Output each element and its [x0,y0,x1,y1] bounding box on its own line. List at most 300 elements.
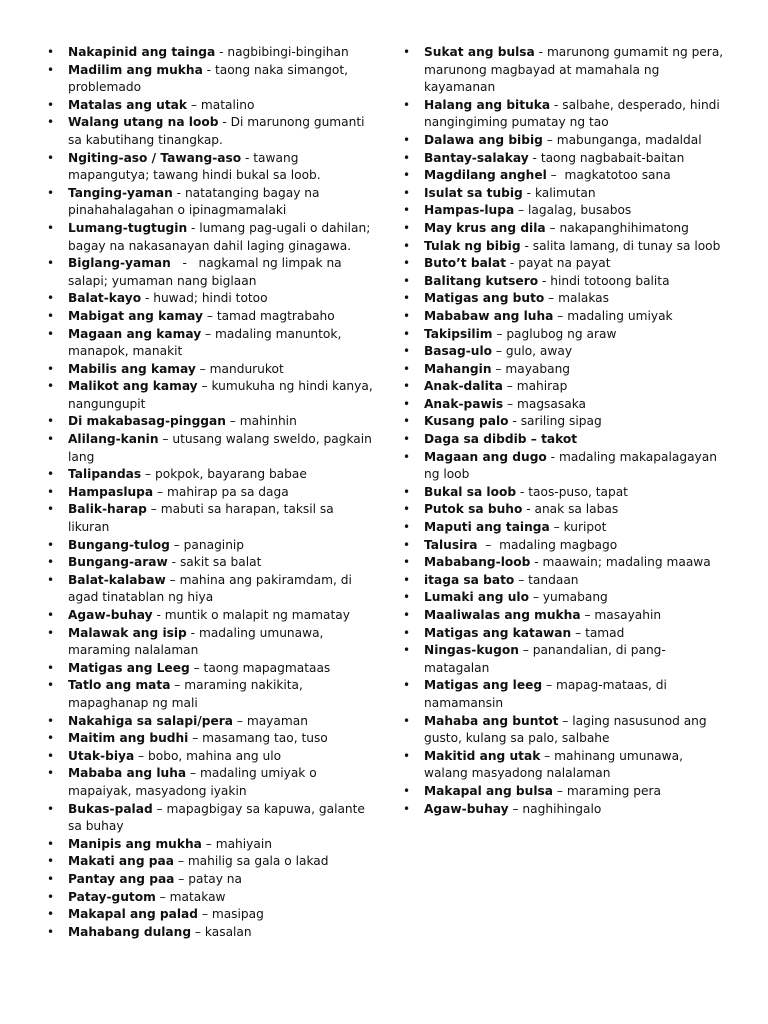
list-item [44,713,374,731]
bullet-icon: • [47,731,55,746]
bullet-icon: • [403,396,411,411]
bullet-icon: • [403,203,411,218]
idiom-term: Lumaki ang ulo [424,590,529,605]
bullet-icon: • [403,502,411,517]
bullet-icon: • [47,467,55,482]
separator: – [518,643,533,658]
separator: - [520,238,533,253]
separator: – [580,608,595,622]
idiom-meaning: taos-puso, tapat [528,484,628,499]
separator: – [492,326,507,341]
separator: - [530,555,543,570]
bullet-icon: • [403,414,411,429]
separator: – [165,572,180,587]
separator: – [540,748,555,763]
idiom-meaning: lumang pag-ugali o dahilan; bagay na nakasanayan dahil laging ginagawa. [68,220,371,253]
idiom-term: Maaliwalas ang mukha [424,608,581,622]
list-item [44,431,374,466]
bullet-icon: • [403,185,411,200]
separator: – [158,432,173,447]
separator: – [174,871,189,886]
idiom-term: Mababaw ang luha [424,308,554,323]
separator: – [502,379,517,394]
list-item [400,396,730,414]
separator: – [188,731,203,746]
bullet-icon: • [47,660,55,675]
separator: – [542,132,557,147]
separator: - [538,273,551,288]
idiom-term: Nakahiga sa salapi/pera [68,713,233,728]
idiom-term: Tanging-yaman [68,185,173,200]
idiom-meaning: yumabang [542,590,608,605]
bullet-icon: • [403,801,411,816]
bullet-icon: • [47,608,55,622]
list-item [400,801,730,819]
left-column [44,44,374,941]
idiom-term: Talipandas [68,467,142,482]
bullet-icon: • [403,97,411,112]
idiom-term: Malawak ang isip [68,625,187,640]
list-item [400,713,730,748]
list-item [44,660,374,678]
idiom-meaning: kuripot [563,520,607,535]
list-item [44,114,374,149]
separator: – [503,396,517,411]
idiom-meaning: tandaan [528,572,579,587]
bullet-icon: • [403,326,411,341]
separator: – [544,291,559,306]
separator: – [173,854,188,869]
idiom-term: Sukat ang bulsa [424,45,535,59]
idiom-term: Di makabasag-pinggan [68,414,226,429]
separator: - [508,414,521,429]
list-item [44,308,374,326]
idiom-term: Biglang-yaman [68,256,171,271]
idiom-term: Nakapinid ang tainga [68,45,216,59]
idiom-term: Madilim ang mukha [68,62,203,77]
idiom-term: Balitang kutsero [424,273,539,288]
separator: – [529,590,543,605]
idiom-meaning: mahirap [516,379,568,394]
separator: – [201,326,215,341]
idiom-term: Matigas ang leeg [424,678,543,693]
idiom-term: Kusang palo [424,414,509,429]
idiom-meaning: mayaman [246,713,308,728]
idiom-meaning: paglubog ng araw [506,326,617,341]
separator: - [167,555,180,570]
list-item [44,871,374,889]
bullet-icon: • [47,625,55,640]
list-item [400,378,730,396]
list-item [400,554,730,572]
bullet-icon: • [47,555,55,570]
idiom-meaning: taong naka simangot, problemado [68,62,349,95]
idiom-term: Bukal sa loob [424,484,517,499]
bullet-icon: • [47,713,55,728]
list-item [400,748,730,783]
idiom-meaning: nagbibingi-bingihan [227,45,349,59]
separator: – [542,678,556,693]
list-item [400,185,730,203]
idiom-term: Mahangin [424,361,492,376]
separator: – [134,748,149,763]
list-item [400,431,730,449]
bullet-icon: • [403,291,411,306]
idiom-meaning: mahinhin [239,414,297,429]
list-item [400,44,730,97]
separator: – [187,97,201,112]
list-item [400,572,730,590]
bullet-icon: • [47,150,55,165]
bullet-icon: • [47,889,55,904]
separator: – [202,308,217,323]
bullet-icon: • [47,766,55,781]
separator: – [198,907,212,922]
idiom-meaning: mabunganga, madaldal [556,132,702,147]
idiom-term: Patay-gutom [68,889,156,904]
separator: – [152,801,167,816]
idiom-meaning: maraming nakikita, mapaghanap ng mali [68,678,303,710]
idiom-meaning: malakas [558,291,609,306]
separator: – [225,414,240,429]
separator: - [546,449,559,464]
bullet-icon: • [403,783,411,798]
bullet-icon: • [403,678,411,693]
idiom-term: Walang utang na loob [68,115,219,130]
idiom-meaning: tawang mapangutya; tawang hindi bukal sa loob. [68,150,321,183]
list-item [400,343,730,361]
idiom-meaning: nakapanghihimatong [559,220,689,235]
idiom-term: Magdilang anghel [424,168,547,183]
separator: – [191,924,205,939]
list-item [44,185,374,220]
bullet-icon: • [47,572,55,587]
idiom-term: Halang ang bituka [424,97,551,112]
separator: – [546,168,565,183]
separator: - [534,45,547,59]
idiom-meaning: masamang tao, tuso [202,731,328,746]
idiom-term: Matigas ang katawan [424,625,572,640]
idiom-term: May krus ang dila [424,220,546,235]
bullet-icon: • [403,608,411,622]
idiom-meaning: sakit sa balat [179,555,262,570]
idiom-meaning: mapag-mataas, di namamansin [424,678,667,710]
bullet-icon: • [403,273,411,288]
bullet-icon: • [403,168,411,183]
separator: – [186,766,200,781]
idiom-term: Balat-kalabaw [68,572,166,587]
idiom-meaning: salbahe, desperado, hindi nangingiming pumatay ng tao [424,97,720,130]
idiom-term: Anak-dalita [424,379,503,394]
bullet-icon: • [47,256,55,271]
idiom-meaning: mahina ang pakiramdam, di agad tinatablan ng hiya [68,572,352,605]
separator: – [170,678,185,693]
list-item [44,625,374,660]
idiom-term: Ningas-kugon [424,643,519,658]
idiom-term: Bungang-tulog [68,537,170,552]
bullet-icon: • [403,713,411,728]
list-item [44,326,374,361]
bullet-icon: • [47,379,55,394]
idiom-term: Talusira [424,537,478,552]
idiom-meaning: mahinang umunawa, walang masyadong nalalaman [424,748,683,781]
idiom-meaning: matalino [200,97,255,112]
separator: – [153,484,167,499]
list-item [44,97,374,115]
separator: – [197,379,212,394]
idiom-meaning: sariling sipag [520,414,602,429]
idiom-meaning: mandurukot [209,361,284,376]
idiom-meaning: bobo, mahina ang ulo [148,748,282,763]
idiom-term: Mahabang dulang [68,924,192,939]
idiom-term: Makapal ang palad [68,907,198,922]
idiom-term: Balat-kayo [68,291,142,306]
idiom-meaning: taong nagbabait-baitan [540,150,685,165]
list-item [44,220,374,255]
bullet-icon: • [403,150,411,165]
bullet-icon: • [47,414,55,429]
list-item [400,449,730,484]
list-item [44,748,374,766]
idiom-term: Mahaba ang buntot [424,713,559,728]
list-item [400,238,730,256]
idiom-meaning: madaling umiyak o mapaiyak, masyadong iyakin [68,766,317,798]
idiom-term: Makitid ang utak [424,748,541,763]
idiom-meaning: laging nasusunod ang gusto, kulang sa palo, salbahe [424,713,707,746]
idiom-meaning: naghihingalo [522,801,602,816]
list-item [44,44,374,62]
idiom-meaning: patay na [188,871,242,886]
idiom-term: Buto’t balat [424,256,507,271]
idiom-term: Matalas ang utak [68,97,188,112]
list-item [400,783,730,801]
separator: – [553,308,568,323]
idiom-term: Agaw-buhay [68,608,153,622]
list-item [400,501,730,519]
list-item [400,167,730,185]
idiom-term: Alilang-kanin [68,432,159,447]
idiom-term: Mababa ang luha [68,766,187,781]
bullet-icon: • [47,291,55,306]
bullet-icon: • [403,238,411,253]
idiom-meaning: magkatotoo sana [564,168,671,183]
idiom-meaning: mabuti sa harapan, taksil sa likuran [68,502,334,535]
bullet-icon: • [47,484,55,499]
idiom-meaning: mapagbigay sa kapuwa, galante sa buhay [68,801,365,834]
bullet-icon: • [47,502,55,517]
idiom-term: Maputi ang tainga [424,520,550,535]
idiom-meaning: masayahin [594,608,662,622]
idiom-meaning: mayabang [505,361,571,376]
separator: – [571,625,586,640]
list-item [400,642,730,677]
separator: - [241,150,254,165]
idiom-term: Agaw-buhay [424,801,509,816]
list-item [44,361,374,379]
list-item [44,255,374,290]
separator: - [550,97,563,112]
list-item [400,202,730,220]
list-item [400,361,730,379]
idiom-meaning: maawain; madaling maawa [542,555,711,570]
separator: - [516,484,529,499]
idiom-term: Utak-biya [68,748,135,763]
idiom-meaning: salita lamang, di tunay sa loob [532,238,721,253]
separator: – [232,713,247,728]
separator: - [215,45,228,59]
bullet-icon: • [403,361,411,376]
separator: - [522,502,535,517]
bullet-icon: • [47,836,55,851]
list-item [44,853,374,871]
bullet-icon: • [403,572,411,587]
bullet-icon: • [47,924,55,939]
list-item [400,290,730,308]
idiom-term: Tulak ng bibig [424,238,521,253]
idiom-term: Makati ang paa [68,854,174,869]
list-item [44,677,374,712]
bullet-icon: • [47,854,55,869]
idiom-term: Balik-harap [68,502,147,517]
idiom-term: Makapal ang bulsa [424,783,553,798]
separator: - [170,256,199,271]
list-item [400,607,730,625]
list-item [44,924,374,942]
separator: – [189,660,204,675]
bullet-icon: • [403,449,411,464]
bullet-icon: • [403,308,411,323]
separator: - [528,150,541,165]
bullet-icon: • [47,748,55,763]
bullet-icon: • [47,97,55,112]
list-item [44,572,374,607]
idiom-meaning: tamad magtrabaho [216,308,335,323]
idiom-term: Anak-pawis [424,396,504,411]
separator: - [506,256,519,271]
idiom-meaning: tamad [585,625,625,640]
idiom-term: Magaan ang kamay [68,326,202,341]
idiom-term: Matigas ang Leeg [68,660,190,675]
separator: – [545,220,560,235]
bullet-icon: • [403,643,411,658]
idiom-meaning: pokpok, bayarang babae [155,467,307,482]
idiom-term: Matigas ang buto [424,291,545,306]
idiom-meaning: madaling magbago [499,537,618,552]
idiom-term: Ngiting-aso / Tawang-aso [68,150,242,165]
separator: - [141,291,154,306]
list-item [44,836,374,854]
idiom-meaning: natatanging bagay na pinahahalagahan o ipinagmamalaki [68,185,320,218]
bullet-icon: • [47,220,55,235]
list-item [44,607,374,625]
idiom-term: Manipis ang mukha [68,836,202,851]
bullet-icon: • [403,537,411,552]
idiom-term: Mababang-loob [424,555,531,570]
separator: - [218,115,231,130]
separator: – [514,203,529,218]
list-item [44,906,374,924]
separator: – [201,836,216,851]
idiom-term: Putok sa buho [424,502,523,517]
separator: - [187,220,200,235]
list-item [400,677,730,712]
idiom-term: itaga sa bato [424,572,515,587]
idiom-term: Lumang-tugtugin [68,220,188,235]
list-item [44,466,374,484]
bullet-icon: • [403,520,411,535]
bullet-icon: • [47,115,55,130]
idiom-term: Hampas-lupa [424,203,515,218]
list-item [44,801,374,836]
list-item [44,62,374,97]
bullet-icon: • [47,361,55,376]
list-item [44,484,374,502]
idiom-meaning: lagalag, busabos [528,203,632,218]
idiom-meaning: masipag [211,907,264,922]
idiom-term: Isulat sa tubig [424,185,523,200]
separator: - [522,185,535,200]
idiom-meaning: maraming pera [566,783,661,798]
bullet-icon: • [403,379,411,394]
list-item [44,765,374,800]
list-item [400,326,730,344]
idiom-term: Tatlo ang mata [68,678,171,693]
bullet-icon: • [403,344,411,359]
idiom-term: Magaan ang dugo [424,449,547,464]
bullet-icon: • [47,907,55,922]
separator: – [169,537,184,552]
idiom-meaning: mahirap pa sa daga [166,484,289,499]
list-item [400,132,730,150]
list-item [400,308,730,326]
bullet-icon: • [47,45,55,59]
idiom-term: Dalawa ang bibig [424,132,543,147]
bullet-icon: • [47,537,55,552]
bullet-icon: • [403,484,411,499]
idiom-list-right [400,44,730,818]
list-item [44,150,374,185]
idiom-meaning: madaling makapalagayan ng loob [424,449,717,482]
idiom-meaning: muntik o malapit ng mamatay [164,608,350,622]
bullet-icon: • [47,185,55,200]
idiom-term: Bukas-palad [68,801,153,816]
separator: – [195,361,210,376]
idiom-meaning: mahiyain [215,836,272,851]
separator: – [477,537,500,552]
idiom-term: Hampaslupa [68,484,154,499]
bullet-icon: • [47,308,55,323]
idiom-meaning: magsasaka [516,396,587,411]
bullet-icon: • [47,62,55,77]
idiom-meaning: utusang walang sweldo, pagkain lang [68,432,372,464]
list-item [400,97,730,132]
idiom-meaning: matakaw [169,889,226,904]
list-item [44,501,374,536]
idiom-meaning: kalimutan [534,185,596,200]
bullet-icon: • [403,590,411,605]
bullet-icon: • [47,801,55,816]
separator: – [508,801,523,816]
list-item [400,537,730,555]
list-item [44,889,374,907]
list-item [44,413,374,431]
list-item [400,519,730,537]
list-item [400,255,730,273]
idiom-term: Malikot ang kamay [68,379,198,394]
bullet-icon: • [403,220,411,235]
idiom-meaning: Di marunong gumanti sa kabutihang tinangkap. [68,115,365,147]
idiom-meaning: taong mapagmataas [203,660,331,675]
